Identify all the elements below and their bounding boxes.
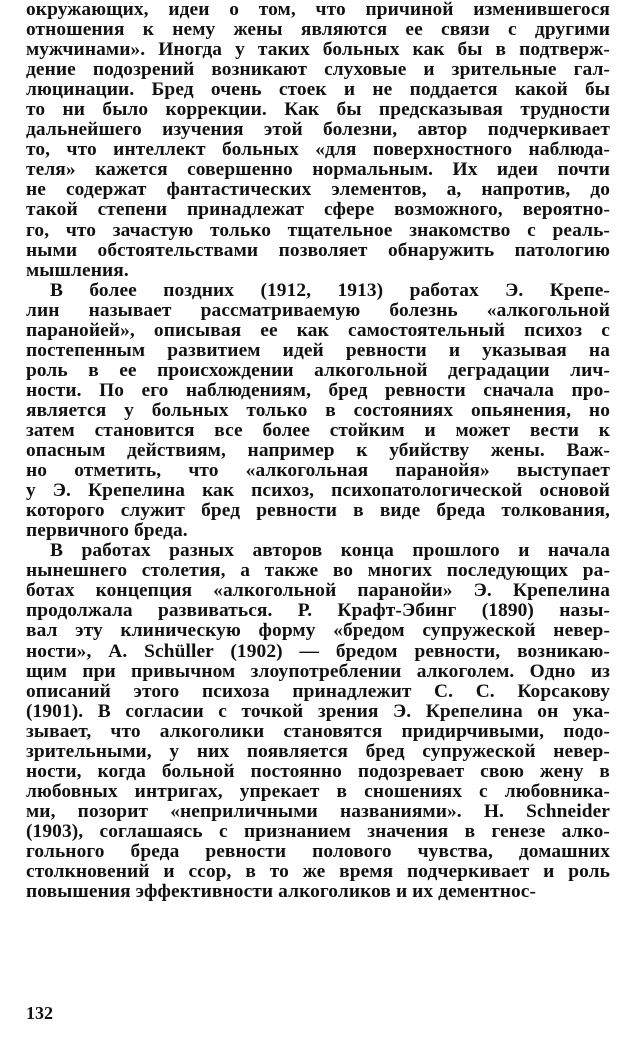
text-line: дальнейшего изучения этой болезни, автор подчеркивает [26, 119, 610, 141]
text-line: зрительными, у них появляется бред супружеской невер- [26, 740, 610, 762]
text-line: ности», A. Schüller (1902) — бредом ревности, возникаю- [26, 640, 610, 662]
text-line: опасным действиям, например к убийству жены. Важ- [26, 440, 610, 462]
text-line: является у больных только в состояниях опьянения, но [26, 399, 610, 421]
text-line: ными обстоятельствами позволяет обнаружить патологию [26, 239, 610, 261]
text-line: мужчинами». Иногда у таких больных как бы в подтверж- [26, 39, 610, 61]
text-line: столкновений и ссор, в то же время подчеркивает и роль [26, 861, 610, 883]
page-number: 132 [26, 1003, 53, 1023]
text-line: вал эту клиническую форму «бредом супружеской невер- [26, 620, 610, 642]
text-line: (1903), соглашаясь с признанием значения в генезе алко- [26, 820, 610, 842]
paragraph [26, 541, 610, 902]
text-line: го, что зачастую только тщательное знакомство с реаль- [26, 219, 610, 241]
text-line: первичного бреда. [26, 520, 188, 542]
text-line: дение подозрений возникают слуховые и зрительные гал- [26, 59, 610, 81]
text-line: В более поздних (1912, 1913) работах Э. Крепе- [50, 279, 610, 301]
text-line: но отметить, что «алкогольная паранойя» выступает [26, 460, 610, 482]
text-line: щим при привычном злоупотреблении алкоголем. Одно из [26, 660, 610, 682]
paragraph [26, 0, 610, 281]
text-line: гольного бреда ревности полового чувства, домашних [26, 840, 610, 862]
text-line: (1901). В согласии с точкой зрения Э. Крепелина он ука- [26, 700, 610, 722]
text-line: нынешнего столетия, а также во многих последующих ра- [26, 560, 610, 582]
paragraph [26, 281, 610, 542]
text-line: такой степени принадлежат сфере возможного, вероятно- [26, 199, 610, 221]
text-line: повышения эффективности алкоголиков и их дементнос- [26, 881, 537, 903]
text-line: отношения к нему жены являются ее связи с другими [26, 19, 610, 41]
text-line: то, что интеллект больных «для поверхностного наблюда- [26, 139, 610, 161]
text-line: любовных интригах, упрекает в сношениях с любовника- [26, 780, 610, 802]
text-line: ботах концепция «алкогольной паранойи» Э. Крепелина [26, 580, 610, 602]
text-line: люцинации. Бред очень стоек и не поддается какой бы [26, 79, 610, 101]
text-line: описаний этого психоза принадлежит С. С. Корсакову [26, 680, 610, 702]
text-line: паранойей», описывая ее как самостоятельный психоз с [26, 319, 610, 341]
text-line: продолжала развиваться. Р. Крафт-Эбинг (1890) назы- [26, 600, 610, 622]
text-line: окружающих, идеи о том, что причиной изменившегося [26, 0, 610, 20]
text-line: лин называет рассматриваемую болезнь «алкогольной [26, 299, 610, 321]
text-line: В работах разных авторов конца прошлого и начала [50, 540, 610, 562]
text-line: зывает, что алкоголики становятся придирчивыми, подо- [26, 720, 610, 742]
text-line: ности. По его наблюдениям, бред ревности сначала про- [26, 379, 610, 401]
text-line: у Э. Крепелина как психоз, психопатологической основой [26, 480, 610, 502]
text-line: постепенным развитием идей ревности и указывая на [26, 339, 610, 361]
text-line: мышления. [26, 259, 129, 281]
text-line: то ни было коррекции. Как бы предсказывая трудности [26, 99, 610, 121]
text-line: затем становится все более стойким и может вести к [26, 419, 610, 441]
text-line: ми, позорит «неприличными названиями». H. Schneider [26, 800, 610, 822]
text-line: не содержат фантастических элементов, а, напротив, до [26, 179, 610, 201]
text-line: которого служит бред ревности в виде бреда толкования, [26, 500, 610, 522]
text-line: ности, когда больной постоянно подозревает свою жену в [26, 760, 610, 782]
page-text [26, 0, 610, 902]
text-line: теля» кажется совершенно нормальным. Их идеи почти [26, 159, 610, 181]
text-line: роль в ее происхождении алкогольной деградации лич- [26, 359, 610, 381]
